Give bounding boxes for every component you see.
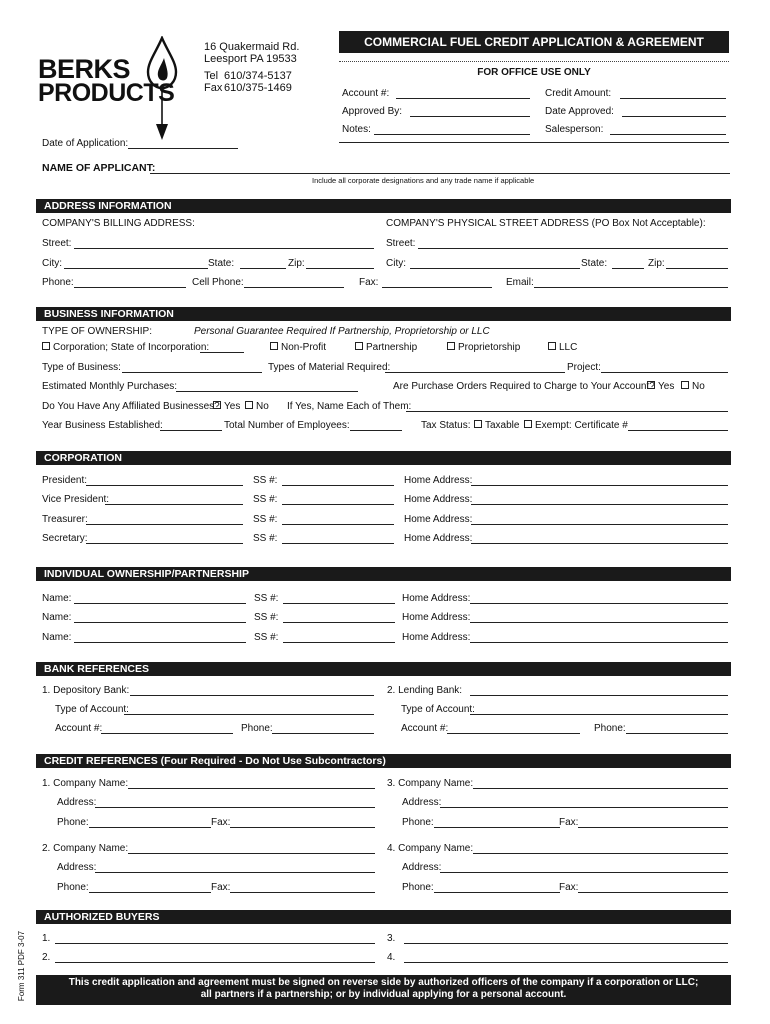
physical-city-label: City: [386,258,406,269]
buyer-1-label: 1. [42,933,51,944]
individual-section-heading [36,567,731,581]
fax-label: Fax [204,82,223,94]
year-established-field[interactable] [160,430,222,431]
corp-ss-field[interactable] [282,485,394,486]
corp-name-field[interactable] [86,485,243,486]
office-use-heading: FOR OFFICE USE ONLY [477,67,591,78]
corp-ss-field[interactable] [282,504,394,505]
physical-state-field[interactable] [612,268,644,269]
guarantee-note: Personal Guarantee Required If Partnership, Proprietorship or LLC [194,326,490,337]
credit-phone-label: Phone: [57,817,89,828]
credit-company-field[interactable] [128,853,375,854]
corp-name-field[interactable] [86,524,243,525]
credit-address-field[interactable] [440,807,728,808]
total-employees-field[interactable] [350,430,402,431]
corp-ss-label: SS #: [253,475,278,486]
bank2-account-field[interactable] [447,733,580,734]
credit-fax-label: Fax: [211,882,231,893]
bank2-phone-label: Phone: [594,723,626,734]
type-of-ownership-label: TYPE OF OWNERSHIP: [42,326,153,337]
credit-fax-label: Fax: [211,817,231,828]
corp-role-label: Secretary: [42,533,88,544]
corp-home-address-field[interactable] [471,504,728,505]
non-profit-option-label: Non-Profit [281,342,327,353]
affiliated-no-checkbox[interactable] [245,401,253,409]
taxable-checkbox[interactable] [474,420,482,428]
corporation-section-heading [36,451,731,465]
affiliated-label: Do You Have Any Affiliated Businesses? [42,401,220,412]
proprietorship-option-label: Proprietorship [458,342,521,353]
exempt-certificate-field[interactable] [628,430,728,431]
address-section-heading [36,199,731,213]
date-of-application-label: Date of Application: [42,138,129,149]
fax-field-label: Fax: [359,277,379,288]
type-of-business-field[interactable] [122,372,262,373]
billing-state-label: State: [208,258,235,269]
corp-home-address-label: Home Address: [404,475,473,486]
billing-city-field[interactable] [64,268,208,269]
form-title [339,31,729,53]
bank1-phone-label: Phone: [241,723,273,734]
buyer-3-field[interactable] [404,943,728,944]
po-no-option[interactable] [681,381,705,393]
company-logo [38,36,188,146]
bank1-phone-field[interactable] [272,733,374,734]
individual-home-address-field[interactable] [470,642,728,643]
individual-ss-field[interactable] [283,622,395,623]
affiliated-names-field[interactable] [406,411,728,412]
office-salesperson-label: Salesperson: [545,124,604,135]
phone-field[interactable] [74,287,186,288]
project-field[interactable] [601,372,728,373]
credit-phone-field[interactable] [434,827,560,828]
affiliated-yes-label: Yes [224,401,241,412]
corp-ss-field[interactable] [282,524,394,525]
est-monthly-field[interactable] [176,391,358,392]
corp-ss-label: SS #: [253,533,278,544]
buyer-2-field[interactable] [55,962,375,963]
email-label: Email: [506,277,534,288]
bank2-account-label: Account #: [401,723,449,734]
credit-phone-field[interactable] [89,892,211,893]
bank2-type-label: Type of Account: [401,704,475,715]
individual-home-address-field[interactable] [470,603,728,604]
office-approved-by-label: Approved By: [342,106,403,117]
individual-name-field[interactable] [74,622,246,623]
credit-address-label: Address: [57,797,97,808]
physical-address-label: COMPANY'S PHYSICAL STREET ADDRESS (PO Box Not Acceptable): [386,218,706,229]
physical-state-label: State: [581,258,608,269]
buyers-section-heading [36,910,731,924]
buyer-4-field[interactable] [404,962,728,963]
est-monthly-label: Estimated Monthly Purchases: [42,381,178,392]
bank-section-heading [36,662,731,676]
credit-phone-field[interactable] [434,892,560,893]
type-of-business-label: Type of Business: [42,362,121,373]
corp-home-address-field[interactable] [471,485,728,486]
credit-fax-field[interactable] [230,892,375,893]
individual-section-heading-text: INDIVIDUAL OWNERSHIP/PARTNERSHIP [44,568,249,580]
office-approved-by-field[interactable] [410,116,530,117]
types-of-material-field[interactable] [385,372,565,373]
office-credit-amount-field[interactable] [620,98,726,99]
corporation-checkbox[interactable] [42,342,50,350]
total-employees-label: Total Number of Employees: [224,420,350,431]
logo-line-1: BERKS [38,54,131,84]
credit-address-field[interactable] [95,807,375,808]
credit-section-heading-text: CREDIT REFERENCES (Four Required - Do Not Use Subcontractors) [44,755,386,767]
affiliated-yes-option[interactable] [213,401,240,413]
corporation-section-heading-text: CORPORATION [44,452,122,464]
po-no-label: No [692,381,705,392]
billing-zip-label: Zip: [288,258,305,269]
lending-bank-label: 2. Lending Bank: [387,685,463,696]
corp-role-label: Vice President: [42,494,110,505]
corp-ss-label: SS #: [253,514,278,525]
po-yes-checkbox[interactable] [647,381,655,389]
office-notes-label: Notes: [342,124,371,135]
applicant-note: Include all corporate designations and any trade name if applicable [312,176,535,185]
name-of-applicant-label: NAME OF APPLICANT: [42,162,156,174]
physical-city-field[interactable] [410,268,580,269]
billing-street-label: Street: [42,238,72,249]
office-credit-amount-label: Credit Amount: [545,88,612,99]
credit-company-field[interactable] [128,788,375,789]
billing-state-field[interactable] [240,268,286,269]
individual-ss-field[interactable] [283,642,395,643]
corp-home-address-label: Home Address: [404,533,473,544]
purchase-orders-label: Are Purchase Orders Required to Charge to Your Account? [393,381,655,392]
office-account-field[interactable] [396,98,530,99]
year-established-label: Year Business Established: [42,420,163,431]
physical-street-field[interactable] [418,248,728,249]
credit-phone-label: Phone: [57,882,89,893]
bank1-type-field[interactable] [124,714,374,715]
buyer-3-label: 3. [387,933,396,944]
individual-home-address-label: Home Address: [402,632,471,643]
exempt-checkbox[interactable] [524,420,532,428]
individual-home-address-label: Home Address: [402,612,471,623]
exempt-option[interactable] [524,420,628,432]
name-of-applicant-field[interactable] [150,173,730,174]
footer-line-2: all partners if a partnership; or by individual applying for a personal account. [200,989,567,1000]
bank1-account-field[interactable] [101,733,233,734]
credit-fax-field[interactable] [578,827,728,828]
cell-phone-field[interactable] [244,287,344,288]
depository-bank-label: 1. Depository Bank: [42,685,130,696]
individual-ss-label: SS #: [254,612,279,623]
non-profit-option[interactable] [270,342,326,354]
bank2-type-field[interactable] [470,714,728,715]
credit-company-field[interactable] [473,853,728,854]
email-field[interactable] [534,287,728,288]
office-account-label: Account #: [342,88,390,99]
date-of-application-field[interactable] [128,148,238,149]
partnership-option[interactable] [355,342,417,354]
individual-name-field[interactable] [74,603,246,604]
tel-label: Tel [204,70,219,82]
buyer-1-field[interactable] [55,943,375,944]
credit-fax-field[interactable] [230,827,375,828]
office-date-approved-label: Date Approved: [545,106,614,117]
credit-company-label: 1. Company Name: [42,778,129,789]
credit-phone-field[interactable] [89,827,211,828]
credit-company-field[interactable] [473,788,728,789]
credit-section-heading [36,754,731,768]
billing-address-label: COMPANY'S BILLING ADDRESS: [42,218,195,229]
logo-line-2: PRODUCTS [38,79,175,107]
lending-bank-field[interactable] [470,695,728,696]
business-section-heading [36,307,731,321]
fax-number: 610/375-1469 [224,82,292,94]
tax-status-label: Tax Status: [421,420,471,431]
affiliated-yes-checkbox[interactable] [213,401,221,409]
form-id: Form 311 PDF 3-07 [17,930,26,1002]
buyers-section-heading-text: AUTHORIZED BUYERS [44,911,160,923]
po-no-checkbox[interactable] [681,381,689,389]
individual-name-field[interactable] [74,642,246,643]
office-notes-field[interactable] [374,134,530,135]
corp-name-field[interactable] [105,504,243,505]
individual-home-address-field[interactable] [470,622,728,623]
billing-street-field[interactable] [74,248,374,249]
buyer-4-label: 4. [387,952,396,963]
address-section-heading-text: ADDRESS INFORMATION [44,200,172,212]
proprietorship-option[interactable] [447,342,520,354]
po-yes-option[interactable] [647,381,674,393]
cell-phone-label: Cell Phone: [192,277,244,288]
depository-bank-field[interactable] [130,695,374,696]
buyer-2-label: 2. [42,952,51,963]
taxable-option[interactable] [474,420,519,432]
corp-ss-label: SS #: [253,494,278,505]
credit-company-label: 2. Company Name: [42,843,129,854]
affiliated-no-label: No [256,401,269,412]
corp-home-address-label: Home Address: [404,514,473,525]
corporation-option[interactable] [42,342,209,354]
credit-company-label: 3. Company Name: [387,778,474,789]
phone-label: Phone: [42,277,74,288]
corp-home-address-label: Home Address: [404,494,473,505]
bank2-phone-field[interactable] [626,733,728,734]
office-salesperson-field[interactable] [610,134,726,135]
credit-address-field[interactable] [440,872,728,873]
business-section-heading-text: BUSINESS INFORMATION [44,308,174,320]
individual-ss-label: SS #: [254,632,279,643]
corp-home-address-field[interactable] [471,524,728,525]
individual-name-label: Name: [42,593,72,604]
po-yes-label: Yes [658,381,675,392]
affiliated-no-option[interactable] [245,401,269,413]
proprietorship-checkbox[interactable] [447,342,455,350]
credit-address-label: Address: [57,862,97,873]
office-date-approved-field[interactable] [622,116,726,117]
credit-phone-label: Phone: [402,817,434,828]
company-address-2: Leesport PA 19533 [204,53,297,65]
credit-company-label: 4. Company Name: [387,843,474,854]
individual-name-label: Name: [42,612,72,623]
footer-notice [36,975,731,1005]
billing-city-label: City: [42,258,62,269]
individual-ss-field[interactable] [283,603,395,604]
footer-line-1: This credit application and agreement must be signed on reverse side by authorized officers of the company if a corporation or LLC; [68,977,699,988]
tel-number: 610/374-5137 [224,70,292,82]
corp-role-label: Treasurer: [42,514,88,525]
credit-address-label: Address: [402,862,442,873]
non-profit-checkbox[interactable] [270,342,278,350]
partnership-option-label: Partnership [366,342,418,353]
bank-section-heading-text: BANK REFERENCES [44,663,150,675]
corp-name-field[interactable] [86,543,243,544]
credit-fax-label: Fax: [559,817,579,828]
corp-ss-field[interactable] [282,543,394,544]
corp-role-label: President: [42,475,88,486]
if-yes-label: If Yes, Name Each of Them: [287,401,412,412]
billing-zip-field[interactable] [306,268,374,269]
llc-option-label: LLC [559,342,578,353]
bank1-type-label: Type of Account: [55,704,129,715]
fax-field[interactable] [382,287,492,288]
credit-address-label: Address: [402,797,442,808]
individual-ss-label: SS #: [254,593,279,604]
corp-home-address-field[interactable] [471,543,728,544]
credit-fax-label: Fax: [559,882,579,893]
physical-street-label: Street: [386,238,416,249]
llc-checkbox[interactable] [548,342,556,350]
project-label: Project: [567,362,601,373]
individual-home-address-label: Home Address: [402,593,471,604]
types-of-material-label: Types of Material Required: [268,362,391,373]
company-address-1: 16 Quakermaid Rd. [204,41,300,53]
physical-zip-field[interactable] [666,268,728,269]
state-of-incorporation-field[interactable] [200,352,244,353]
llc-option[interactable] [548,342,577,354]
taxable-label: Taxable [485,420,520,431]
individual-name-label: Name: [42,632,72,643]
partnership-checkbox[interactable] [355,342,363,350]
corporation-option-label: Corporation; State of Incorporation: [53,342,210,353]
bank1-account-label: Account #: [55,723,103,734]
physical-zip-label: Zip: [648,258,665,269]
exempt-label: Exempt: Certificate # [535,420,628,431]
credit-address-field[interactable] [95,872,375,873]
form-title-text: COMMERCIAL FUEL CREDIT APPLICATION & AGREEMENT [364,35,704,49]
credit-phone-label: Phone: [402,882,434,893]
credit-fax-field[interactable] [578,892,728,893]
